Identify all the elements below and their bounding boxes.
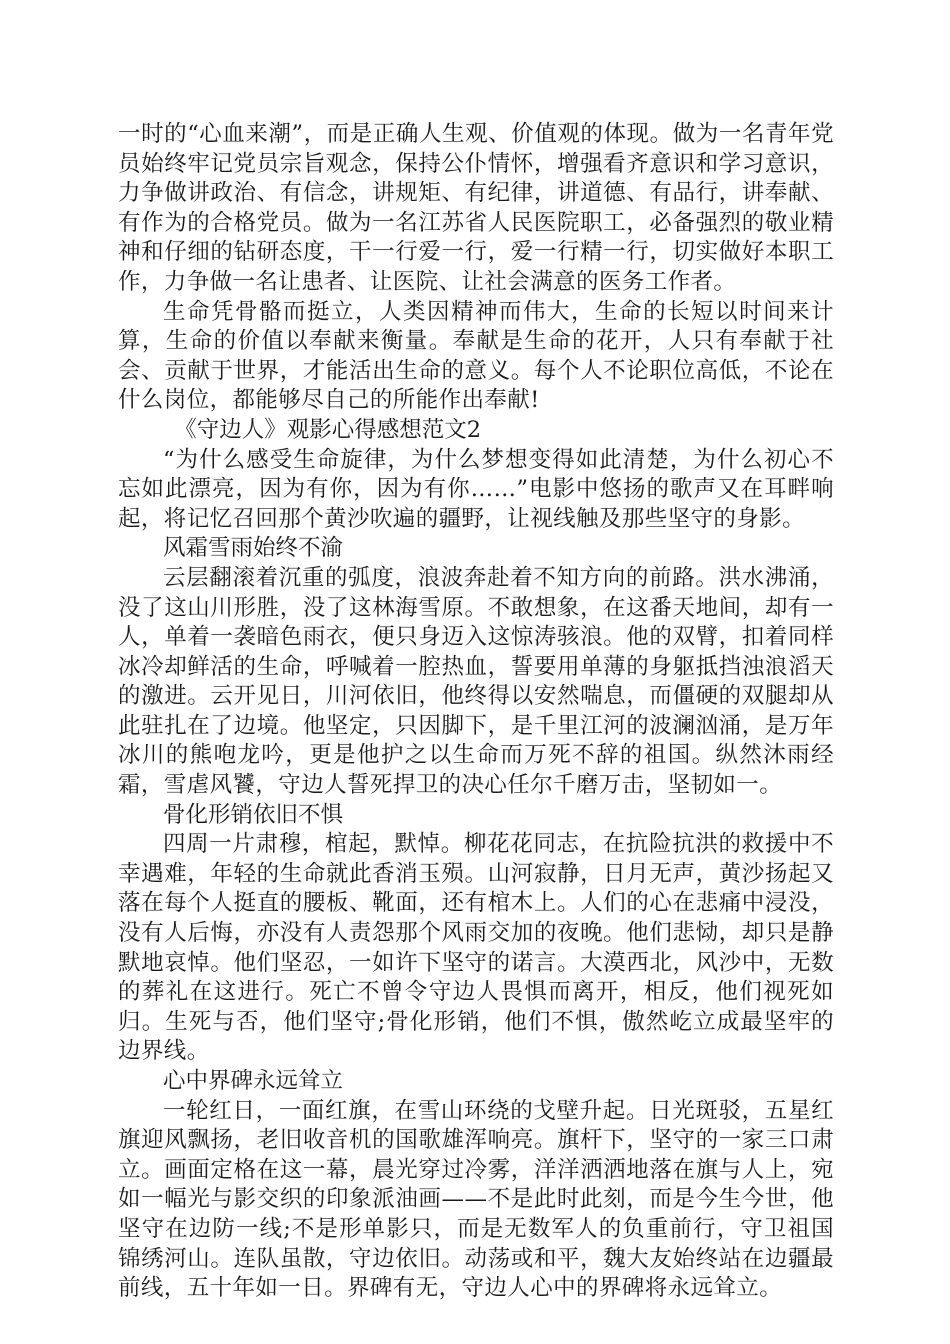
section-heading-2: 骨化形销依旧不惧: [163, 801, 344, 828]
paragraph-2: 生命凭骨骼而挺立，人类因精神而伟大，生命的长短以时间来计算，生命的价值以奉献来衡量。奉献是生命的花开，人只有奉献于社会、贡献于世界，才能活出生命的意义。每个人不论职位高低，不论在什么岗位，都能够尽自己的所能作出奉献!: [118, 298, 834, 414]
document-body: [118, 120, 834, 1304]
paragraph-3: “为什么感受生命旋律，为什么梦想变得如此清楚，为什么初心不忘如此漂亮，因为有你，因为有你……”电影中悠扬的歌声又在耳畔响起，将记忆召回那个黄沙吹遍的疆野，让视线触及那些坚守的身影。: [118, 446, 834, 532]
paragraph-6: 一轮红日，一面红旗，在雪山环绕的戈壁升起。日光斑驳，五星红旗迎风飘扬，老旧收音机的国歌雄浑响亮。旗杆下，坚守的一家三口肃立。画面定格在这一幕，晨光穿过冷雾，洋洋洒洒地落在旗与人上，宛如一幅光与影交织的印象派油画——不是此时此刻，而是今生今世，他坚守在边防一线;不是形单影只，而是无数军人的负重前行，守卫祖国锦绣河山。连队虽散，守边依旧。动荡或和平，魏大友始终站在边疆最前线，五十年如一日。界碑有无，守边人心中的界碑将永远耸立。: [118, 1097, 834, 1302]
section-heading-3: 心中界碑永远耸立: [163, 1068, 344, 1094]
paragraph-4: 云层翻滚着沉重的弧度，浪波奔赴着不知方向的前路。洪水沸涌，没了这山川形胜，没了这林海雪原。不敢想象，在这番天地间，却有一人，单着一袭暗色雨衣，便只身迈入这惊涛骇浪。他的双臂，扣着同样冰冷却鲜活的生命，呼喊着一腔热血，誓要用单薄的身躯抵挡浊浪滔天的激进。云开见日，川河依旧，他终得以安然喘息，而僵硬的双腿却从此驻扎在了边境。他坚定，只因脚下，是千里江河的波澜汹涌，是万年冰川的熊咆龙吟，更是他护之以生命而万死不辞的祖国。纵然沐雨经霜，雪虐风饕，守边人誓死捍卫的决心任尔千磨万击，坚韧如一。: [118, 564, 834, 799]
section-heading-1: 风霜雪雨始终不渝: [163, 535, 344, 562]
paragraph-5: 四周一片肃穆，棺起，默悼。柳花花同志，在抗险抗洪的救援中不幸遇难，年轻的生命就此香消玉殒。山河寂静，日月无声，黄沙扬起又落在每个人挺直的腰板、靴面，还有棺木上。人们的心在悲痛中浸没，没有人后悔，亦没有人责怨那个风雨交加的夜晚。他们悲恸，却只是静默地哀悼。他们坚忍，一如许下坚守的诺言。大漠西北，风沙中，无数的葬礼在这进行。死亡不曾令守边人畏惧而离开，相反，他们视死如归。生死与否，他们坚守;骨化形销，他们不惧，傲然屹立成最坚牢的边界线。: [118, 831, 834, 1065]
paragraph-1: 一时的“心血来潮”，而是正确人生观、价值观的体现。做为一名青年党员始终牢记党员宗旨观念，保持公仆情怀，增强看齐意识和学习意识，力争做讲政治、有信念，讲规矩、有纪律，讲道德、有品行，讲奉献、有作为的合格党员。做为一名江苏省人民医院职工，必备强烈的敬业精神和仔细的钻研态度，干一行爱一行，爱一行精一行，切实做好本职工作，力争做一名让患者、让医院、让社会满意的医务工作者。: [118, 121, 834, 295]
article-title: 《守边人》观影心得感想范文2: [174, 416, 482, 443]
